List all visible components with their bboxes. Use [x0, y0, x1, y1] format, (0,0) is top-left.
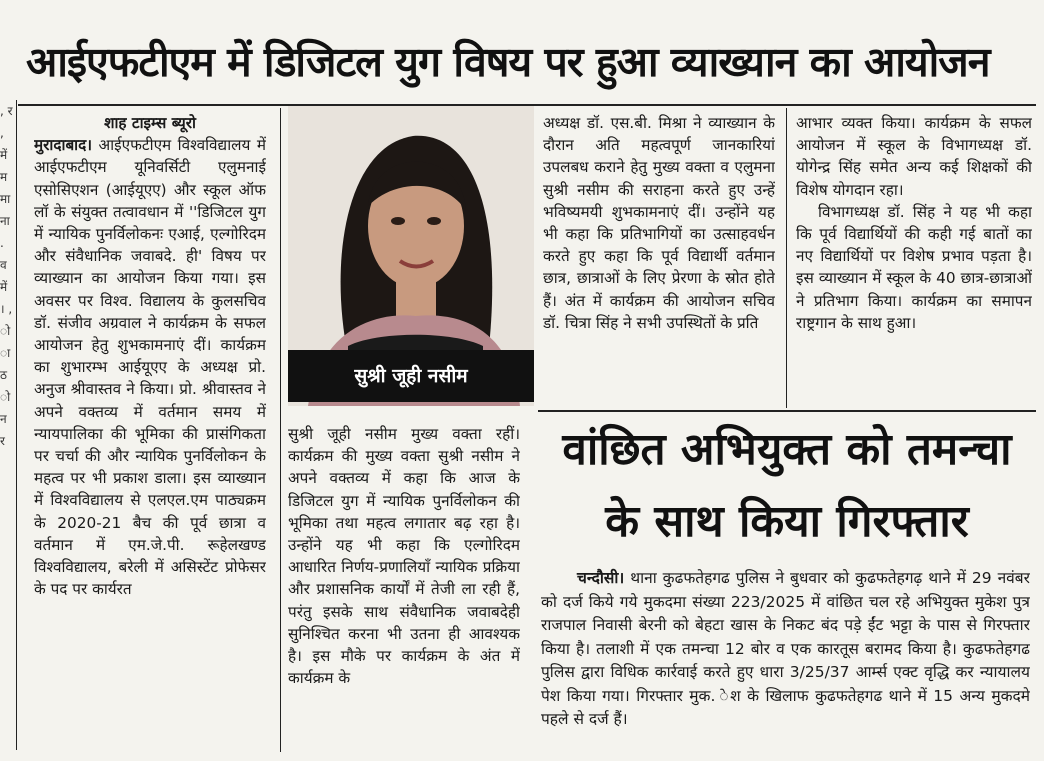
article-column-3 [543, 112, 775, 412]
column-2-text: सुश्री जूही नसीम मुख्य वक्ता रहीं। कार्यक्रम की मुख्य वक्ता सुश्री नसीम ने अपने वक्तव्य में कहा कि आज के डिजिटल युग में न्यायिक पुनर्विलोकन की भूमिका तथा महत्व लगातार बढ़ रहा है। उन्होंने यह भी कहा कि एल्गोरिदम आधारित निर्णय-प्रणालियाँ न्यायिक प्रक्रिया और प्रशासनिक कार्यों में तेजी ला रही हैं, परंतु इसके साथ संवैधानिक जवाबदेही सुनिश्चित करना भी उतना ही आवश्यक है। इस मौके पर कार्यक्रम के अंत में कार्यक्रम के [288, 425, 520, 688]
second-headline-line-1: वांछित अभियुक्त को तमन्चा [562, 424, 1012, 475]
column-1-text: आईएफटीएम विश्वविद्यालय में आईएफटीएम यूनिवर्सिटी एलुमनाई एसोसिएशन (आईयूएए) और स्कूल ऑफ लॉ के संयुक्त तत्वावधान में ''डिजिटल युग में न्यायिक पुनर्विलोकनः एआई, एल्गोरिदम और संवैधानिक जवाबदे. ही' विषय पर व्याख्यान का आयोजन किया गया। इस अवसर पर विश्व. विद्यालय के कुलसचिव डॉ. संजीव अग्रवाल ने कार्यक्रम के सफल आयोजन हेतु शुभकामनाएं दीं। कार्यक्रम का शुभारम्भ आईयूएए के अध्यक्ष प्रो. अनुज श्रीवास्तव ने किया। प्रो. श्रीवास्तव ने अपने वक्तव्य में वर्तमान समय में न्यायपालिका की भूमिका की प्रासंगिकता पर चर्चा की और न्यायिक पुनर्विलोकन के महत्व पर भी प्रकाश डाला। इस व्याख्यान में विश्वविद्यालय से एलएल.एम पाठ्यक्रम के 2020-21 बैच की पूर्व छात्रा व वर्तमान में एम.जे.पी. रूहेलखण्ड विश्वविद्यालय, बरेली में असिस्टेंट प्रोफेसर के पद पर कार्यरत [34, 136, 266, 599]
adjacent-column-fragment: , र , में म मा ना . व में । , ो ा ठ ो न र [0, 104, 13, 448]
left-column-rule [16, 100, 17, 750]
second-headline-line-2: के साथ किया गिरफ्तार [605, 496, 969, 547]
second-story-body [541, 567, 1030, 753]
main-headline: आईएफटीएम में डिजिटल युग विषय पर हुआ व्याख्यान का आयोजन [26, 38, 990, 86]
article-column-4 [796, 112, 1032, 412]
column-4-paragraph-2: विभागध्यक्ष डॉ. सिंह ने यह भी कहा कि पूर्व विद्यार्थियों की कही गई बातों का नए विद्यार्थियों पर विशेष प्रभाव पड़ता है। इस व्याख्यान में स्कूल के 40 छात्र-छात्राओं ने प्रतिभाग किया। कार्यक्रम का समापन राष्ट्रगान के साथ हुआ। [796, 202, 1032, 332]
byline: शाह टाइम्स ब्यूरो [104, 114, 196, 132]
article-column-2 [288, 423, 520, 753]
column-3-text: अध्यक्ष डॉ. एस.बी. मिश्रा ने व्याख्यान के दौरान अति महत्वपूर्ण जानकारियां उपलबध कराने हेतु मुख्य वक्ता व एलुमना सुश्री नसीम की सराहना करते हुए उन्हें भविष्यमयी शुभकामनाएं दीं। उन्होंने यह भी कहा कि प्रतिभागियों का उत्साहवर्धन करते हुए कहा कि पूर्व विद्यार्थी वर्तमान छात्र, छात्राओं के लिए प्रेरणा के स्रोत होते हैं। अंत में कार्यक्रम की आयोजन सचिव डॉ. चित्रा सिंह ने सभी उपस्थितों के प्रति [543, 114, 775, 332]
column-rule-3 [786, 108, 787, 408]
photo-caption: सुश्री जूही नसीम [288, 350, 534, 402]
column-4-paragraph-1: आभार व्यक्त किया। कार्यक्रम के सफल आयोजन में स्कूल के विभागध्यक्ष डॉ. योगेन्द्र सिंह समेत अन्य कई शिक्षकों की विशेष योगदान रहा। [796, 114, 1032, 199]
column-rule-1 [280, 108, 281, 752]
second-story-dateline: चन्दौसी। [577, 569, 625, 587]
story-divider [538, 410, 1036, 412]
second-story-text: थाना कुढफतेहगढ पुलिस ने बुधवार को कुढफतेहगढ़ थाने में 29 नवंबर को दर्ज किये गये मुकदमा संख्या 223/2025 में वांछित चल रहे अभियुक्त मुकेश पुत्र राजपाल निवासी बेरनी को बेहटा खास के निकट बंद पड़े ईंट भट्टा के पास से गिरफ्तार किया है। तलाशी में एक तमन्चा 12 बोर व एक कारतूस बरामद किया है। कुढफतेहगढ पुलिस द्वारा विधिक कार्रवाई करते हुए धारा 3/25/37 आर्म्स एक्ट वृद्धि कर न्यायालय पेश किया गया। गिरफ्तार मुक. ेश के खिलाफ कुढफतेहगढ थाने में 15 अन्य मुकदमे पहले से दर्ज हैं। [541, 569, 1030, 728]
dateline: मुरादाबाद। [34, 136, 93, 155]
article-column-1 [34, 112, 266, 752]
